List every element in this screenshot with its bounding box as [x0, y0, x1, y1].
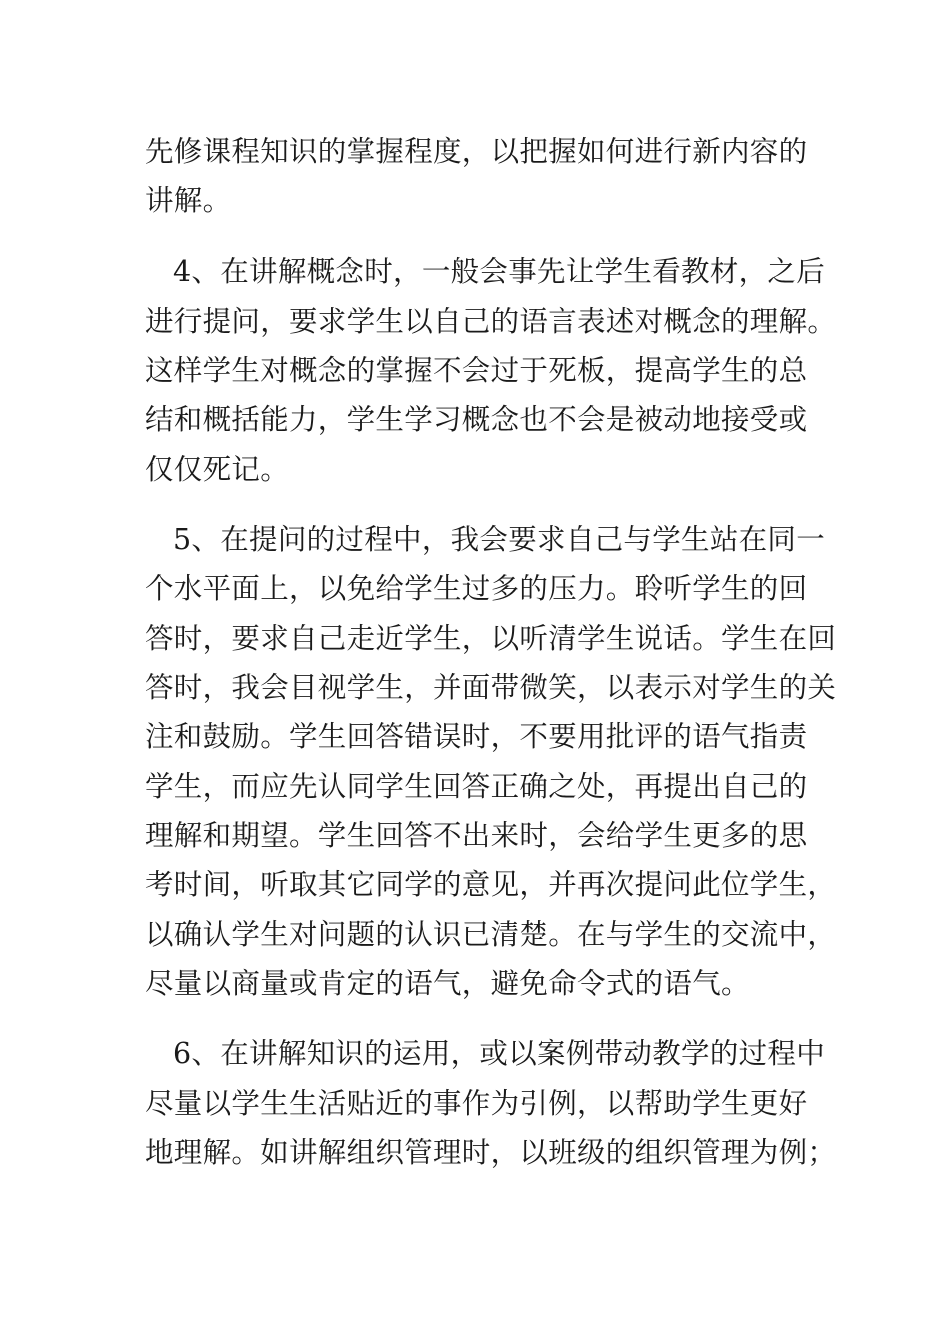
- paragraph-3-line-6: 学生，而应先认同学生回答正确之处，再提出自己的: [145, 770, 808, 803]
- paragraph-3-line-4: 答时，我会目视学生，并面带微笑，以表示对学生的关: [145, 671, 837, 704]
- paragraph-1-line-2: 讲解。: [145, 184, 232, 217]
- paragraph-3-line-10: 尽量以商量或肯定的语气，避免命令式的语气。: [145, 967, 750, 1000]
- paragraph-4-line-1: 6、在讲解知识的运用，或以案例带动教学的过程中: [173, 1037, 826, 1070]
- paragraph-2-line-1: 4、在讲解概念时，一般会事先让学生看教材，之后: [173, 255, 826, 288]
- paragraph-2-line-3: 这样学生对概念的掌握不会过于死板，提高学生的总: [145, 354, 808, 387]
- paragraph-3-line-8: 考时间，听取其它同学的意见，并再次提问此位学生，: [145, 868, 837, 901]
- paragraph-3-line-9: 以确认学生对问题的认识已清楚。在与学生的交流中，: [145, 918, 837, 951]
- paragraph-4-line-3: 地理解。如讲解组织管理时，以班级的组织管理为例；: [145, 1136, 837, 1169]
- paragraph-2-line-2: 进行提问，要求学生以自己的语言表述对概念的理解。: [145, 305, 837, 338]
- paragraph-4-line-2: 尽量以学生生活贴近的事作为引例，以帮助学生更好: [145, 1087, 808, 1120]
- paragraph-3-line-1: 5、在提问的过程中，我会要求自己与学生站在同一: [173, 523, 826, 556]
- paragraph-3-line-2: 个水平面上，以免给学生过多的压力。聆听学生的回: [145, 572, 808, 605]
- paragraph-2-line-4: 结和概括能力，学生学习概念也不会是被动地接受或: [145, 403, 808, 436]
- paragraph-3-line-5: 注和鼓励。学生回答错误时，不要用批评的语气指责: [145, 720, 808, 753]
- paragraph-1-line-1: 先修课程知识的掌握程度，以把握如何进行新内容的: [145, 135, 808, 168]
- paragraph-3-line-7: 理解和期望。学生回答不出来时，会给学生更多的思: [145, 819, 808, 852]
- paragraph-3-line-3: 答时，要求自己走近学生，以听清学生说话。学生在回: [145, 622, 837, 655]
- paragraph-2-line-5: 仅仅死记。: [145, 453, 290, 486]
